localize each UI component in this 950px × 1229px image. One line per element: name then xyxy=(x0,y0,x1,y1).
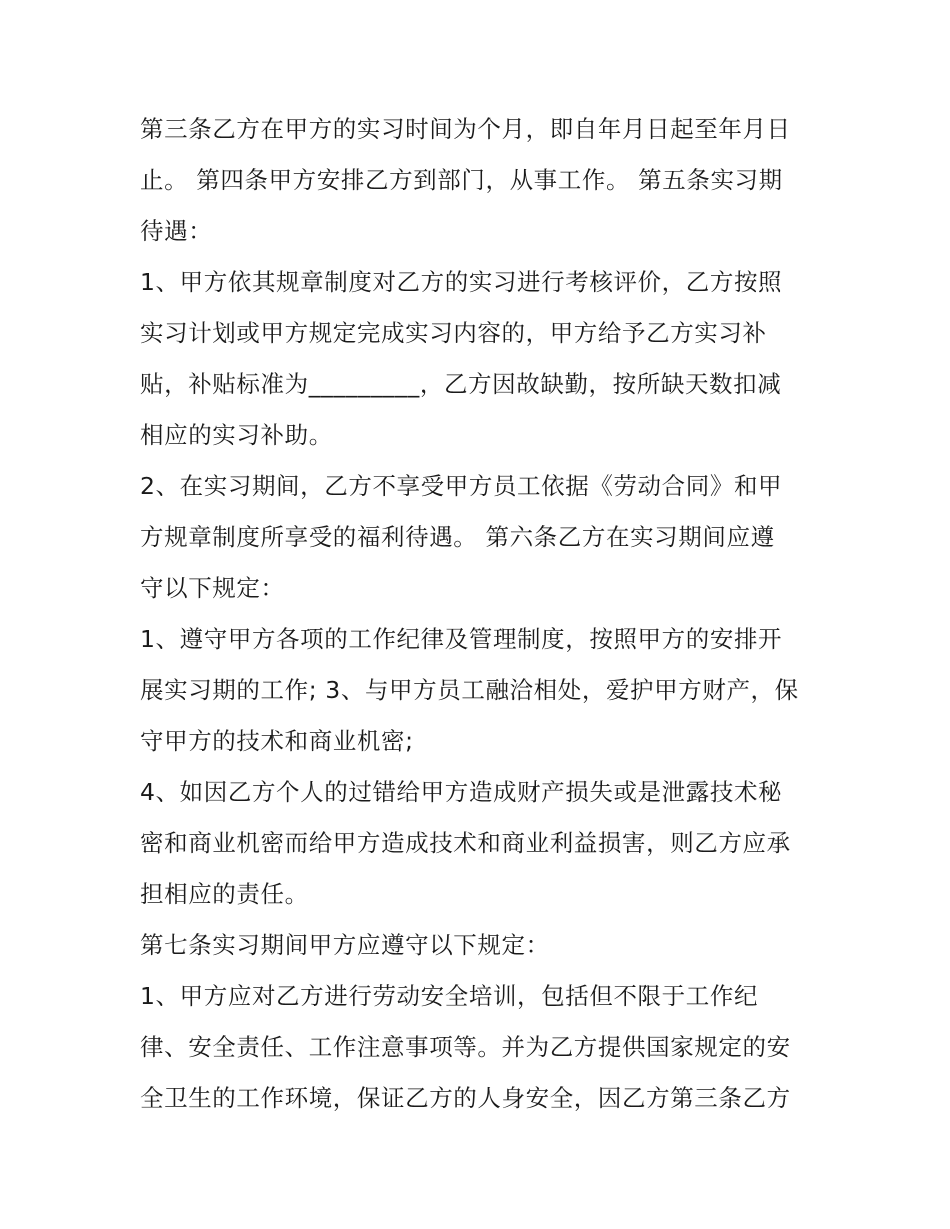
text-line: 律、安全责任、工作注意事项等。并为乙方提供国家规定的安 xyxy=(140,1033,791,1061)
text-line: 相应的实习补助。 xyxy=(140,421,333,449)
text-line: 1、甲方依其规章制度对乙方的实习进行考核评价，乙方按照 xyxy=(140,268,783,296)
document-body xyxy=(140,104,820,1124)
text-line: 第七条实习期间甲方应遵守以下规定： xyxy=(140,931,550,959)
text-line: 1、甲方应对乙方进行劳动安全培训，包括但不限于工作纪 xyxy=(140,982,759,1010)
text-line: 展实习期的工作; 3、与甲方员工融洽相处，爱护甲方财产，保 xyxy=(140,676,799,704)
text-line: 密和商业机密而给甲方造成技术和商业利益损害，则乙方应承 xyxy=(140,829,791,857)
text-line: 贴，补贴标准为_________，乙方因故缺勤，按所缺天数扣减 xyxy=(140,370,782,398)
text-line: 1、遵守甲方各项的工作纪律及管理制度，按照甲方的安排开 xyxy=(140,625,783,653)
text-line: 止。 第四条甲方安排乙方到部门，从事工作。 第五条实习期 xyxy=(140,166,783,194)
text-line: 守甲方的技术和商业机密; xyxy=(140,727,414,755)
text-line: 2、在实习期间，乙方不享受甲方员工依据《劳动合同》和甲 xyxy=(140,472,783,500)
text-line: 担相应的责任。 xyxy=(140,880,309,908)
text-line: 全卫生的工作环境，保证乙方的人身安全，因乙方第三条乙方 xyxy=(140,1084,791,1112)
text-line: 方规章制度所享受的福利待遇。 第六条乙方在实习期间应遵 xyxy=(140,523,775,551)
text-line: 待遇： xyxy=(140,217,213,245)
text-line: 守以下规定： xyxy=(140,574,285,602)
text-line: 实习计划或甲方规定完成实习内容的，甲方给予乙方实习补 xyxy=(140,319,767,347)
text-line: 第三条乙方在甲方的实习时间为个月，即自年月日起至年月日 xyxy=(140,115,791,143)
text-line: 4、如因乙方个人的过错给甲方造成财产损失或是泄露技术秘 xyxy=(140,778,783,806)
